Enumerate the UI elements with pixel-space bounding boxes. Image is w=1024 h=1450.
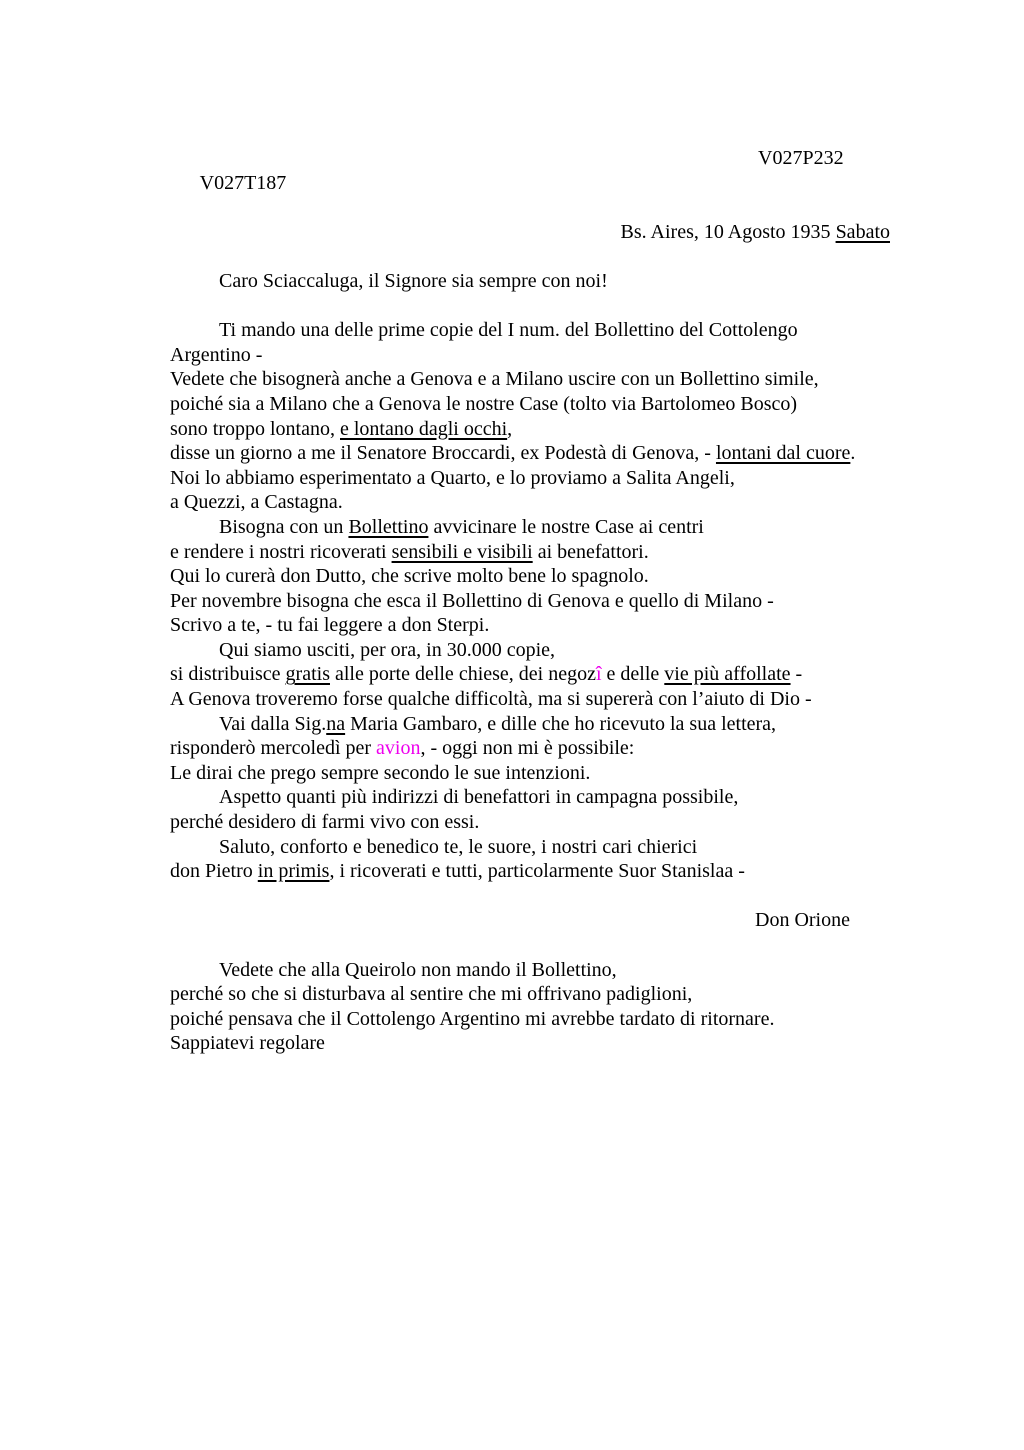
dateline bbox=[170, 220, 894, 245]
text-line bbox=[170, 564, 894, 589]
text-line bbox=[170, 589, 894, 614]
document-header-row bbox=[170, 146, 894, 194]
postscript bbox=[170, 958, 894, 1056]
text-segment: Qui lo curerà don Dutto, che scrive molto bene lo spagnolo. bbox=[170, 565, 649, 588]
text-segment: Per novembre bisogna che esca il Bollettino di Genova e quello di Milano - bbox=[170, 589, 774, 612]
text-segment: - bbox=[790, 663, 803, 686]
text-line bbox=[170, 712, 894, 737]
text-line bbox=[170, 687, 894, 712]
underlined-text: na bbox=[326, 712, 346, 735]
letter-body bbox=[170, 318, 894, 884]
text-line bbox=[170, 810, 894, 835]
text-segment: Noi lo abbiamo esperimentato a Quarto, e lo proviamo a Salita Angeli, bbox=[170, 466, 735, 489]
text-line bbox=[170, 318, 894, 343]
text-line bbox=[170, 540, 894, 565]
underlined-text: sensibili e visibili bbox=[391, 540, 533, 563]
text-line bbox=[170, 441, 894, 466]
text-segment: ai benefattori. bbox=[532, 540, 649, 563]
text-segment: e rendere i nostri ricoverati bbox=[170, 540, 392, 563]
text-segment: disse un giorno a me il Senatore Broccardi, ex Podestà di Genova, - bbox=[170, 442, 716, 465]
text-line bbox=[170, 367, 894, 392]
text-line bbox=[170, 417, 894, 442]
text-segment: , - oggi non mi è possibile: bbox=[420, 737, 635, 760]
text-segment: sono troppo lontano, bbox=[170, 417, 340, 440]
text-segment: Sappiatevi regolare bbox=[170, 1032, 325, 1055]
text-line bbox=[170, 1007, 894, 1032]
text-segment: Vedete che bisognerà anche a Genova e a Milano uscire con un Bollettino simile, bbox=[170, 368, 819, 391]
text-segment: perché so che si disturbava al sentire che mi offrivano padiglioni, bbox=[170, 983, 693, 1006]
text-segment: A Genova troveremo forse qualche difficoltà, ma si supererà con l’aiuto di Dio - bbox=[170, 688, 812, 711]
text-line bbox=[170, 835, 894, 860]
letter-content bbox=[170, 146, 894, 1056]
spacer bbox=[170, 294, 894, 319]
underlined-text: Sabato bbox=[835, 220, 890, 243]
text-line bbox=[170, 736, 894, 761]
text-segment: Bs. Aires, 10 Agosto 1935 bbox=[620, 220, 836, 243]
text-segment: a Quezzi, a Castagna. bbox=[170, 491, 343, 514]
text-segment: Maria Gambaro, e dille che ho ricevuto la sua lettera, bbox=[345, 712, 777, 735]
text-segment: Vedete che alla Queirolo non mando il Bollettino, bbox=[219, 958, 617, 981]
text-segment: don Pietro bbox=[170, 860, 258, 883]
text-segment: , bbox=[507, 417, 513, 440]
text-line bbox=[170, 785, 894, 810]
spacer bbox=[170, 884, 894, 909]
text-line bbox=[170, 1031, 894, 1056]
text-segment: Saluto, conforto e benedico te, le suore, i nostri cari chierici bbox=[219, 835, 698, 858]
text-line bbox=[170, 662, 894, 687]
text-line bbox=[170, 220, 894, 245]
doc-code-left: V027T187 bbox=[199, 171, 287, 194]
text-segment: risponderò mercoledì per bbox=[170, 737, 377, 760]
text-segment: e delle bbox=[601, 663, 665, 686]
doc-code-right: V027P232 bbox=[758, 147, 844, 169]
underlined-text: e lontano dagli occhi bbox=[340, 417, 508, 440]
text-segment: poiché pensava che il Cottolengo Argentino mi avrebbe tardato di ritornare. bbox=[170, 1007, 775, 1030]
text-line bbox=[170, 392, 894, 417]
text-line bbox=[170, 343, 894, 368]
text-line bbox=[170, 269, 894, 294]
text-segment: Aspetto quanti più indirizzi di benefattori in campagna possibile, bbox=[219, 786, 739, 809]
text-line bbox=[170, 859, 894, 884]
text-segment: Le dirai che prego sempre secondo le sue intenzioni. bbox=[170, 761, 591, 784]
signature: Don Orione bbox=[755, 909, 850, 932]
text-segment: Caro Sciaccaluga, il Signore sia sempre con noi! bbox=[219, 269, 608, 292]
spacer bbox=[170, 933, 894, 958]
text-segment: perché desidero di farmi vivo con essi. bbox=[170, 811, 480, 834]
text-line bbox=[170, 613, 894, 638]
underlined-text: Bollettino bbox=[348, 515, 429, 538]
underlined-text: gratis bbox=[285, 663, 330, 686]
text-segment: si distribuisce bbox=[170, 663, 286, 686]
text-line bbox=[170, 958, 894, 983]
text-line bbox=[170, 466, 894, 491]
text-segment: Qui siamo usciti, per ora, in 30.000 copie, bbox=[219, 638, 556, 661]
magenta-text: avion bbox=[376, 737, 421, 760]
text-line bbox=[170, 515, 894, 540]
underlined-text: lontani dal cuore bbox=[715, 442, 851, 465]
text-segment: Ti mando una delle prime copie del I num. del Bollettino del Cottolengo bbox=[219, 319, 798, 342]
text-segment: , i ricoverati e tutti, particolarmente Suor Stanislaa - bbox=[329, 860, 745, 883]
underlined-text: in primis bbox=[257, 860, 330, 883]
text-line bbox=[170, 761, 894, 786]
text-line bbox=[170, 638, 894, 663]
text-segment: avvicinare le nostre Case ai centri bbox=[428, 515, 704, 538]
text-segment: poiché sia a Milano che a Genova le nostre Case (tolto via Bartolomeo Bosco) bbox=[170, 392, 798, 415]
magenta-text: î bbox=[595, 663, 602, 686]
text-segment: . bbox=[850, 442, 856, 465]
text-segment: Vai dalla Sig. bbox=[219, 712, 327, 735]
text-line bbox=[170, 490, 894, 515]
salutation bbox=[170, 269, 894, 294]
text-segment: Scrivo a te, - tu fai leggere a don Sterpi. bbox=[170, 614, 490, 637]
text-segment: Argentino - bbox=[170, 343, 263, 366]
underlined-text: vie più affollate bbox=[664, 663, 791, 686]
text-line bbox=[170, 982, 894, 1007]
text-segment: Bisogna con un bbox=[219, 515, 349, 538]
spacer bbox=[170, 244, 894, 269]
text-segment: alle porte delle chiese, dei negoz bbox=[329, 663, 596, 686]
